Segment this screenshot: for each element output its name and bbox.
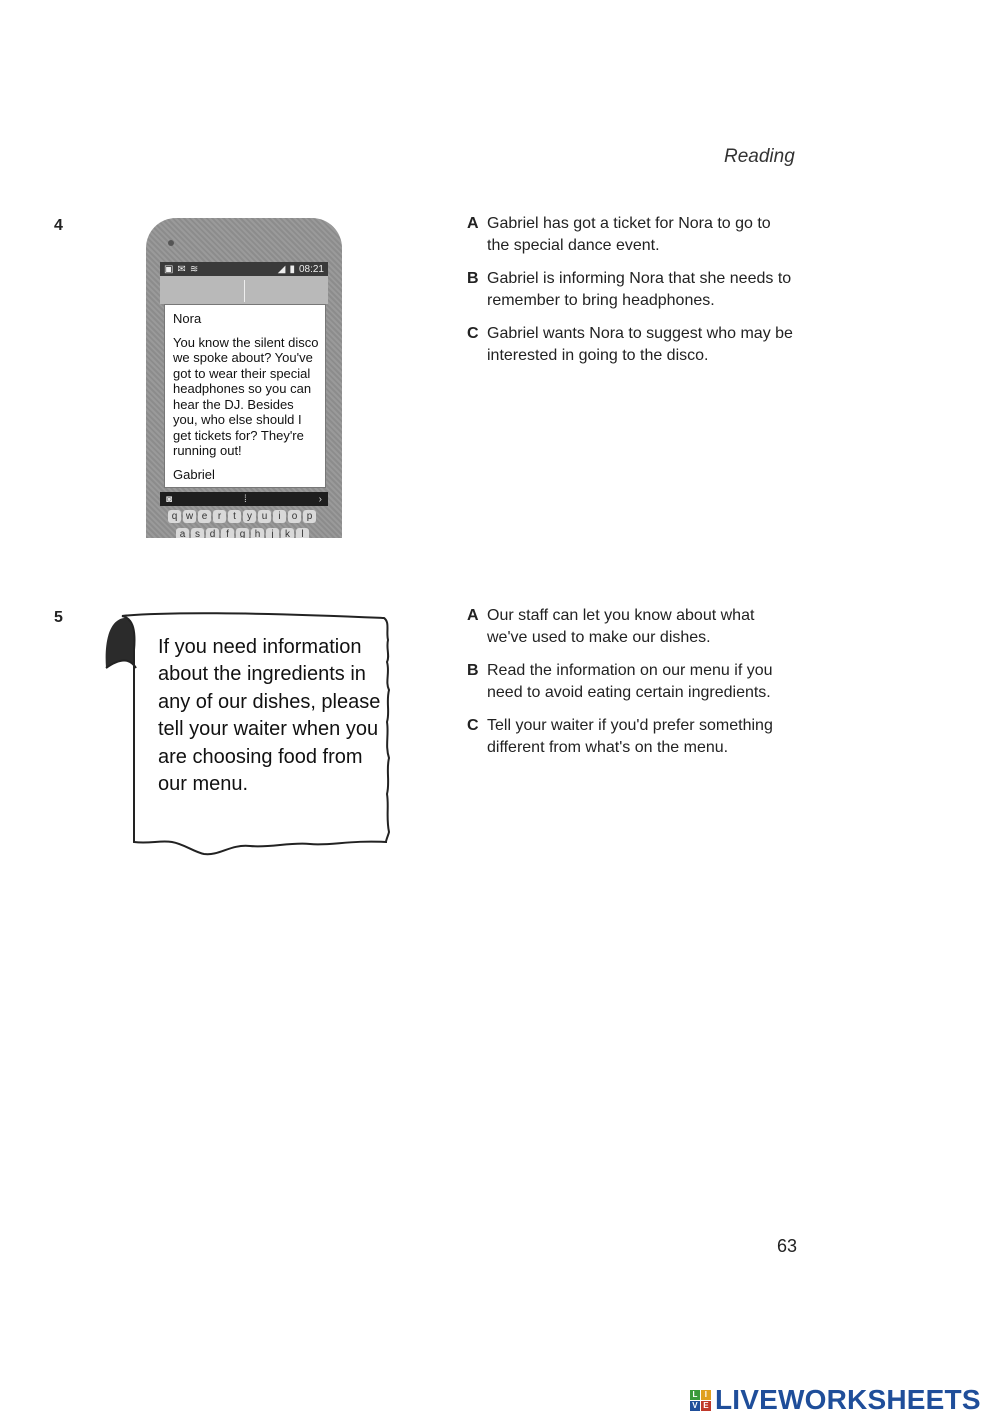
send-icon: › — [318, 493, 322, 505]
key: j — [266, 528, 279, 538]
key: d — [206, 528, 219, 538]
option-letter: B — [467, 662, 479, 679]
phone-compose-bar — [160, 492, 328, 506]
keyboard-row-2 — [176, 528, 309, 538]
mail-icon: ✉ — [177, 263, 186, 275]
option-text: Gabriel has got a ticket for Nora to go to the special dance event. — [487, 215, 771, 254]
option-letter: A — [467, 607, 479, 624]
wifi-icon: ≋ — [189, 263, 199, 275]
key: k — [281, 528, 294, 538]
phone-status-bar — [160, 262, 328, 276]
option-letter: C — [467, 325, 479, 342]
key: s — [191, 528, 204, 538]
key: h — [251, 528, 264, 538]
notification-icon: ▣ — [164, 263, 174, 275]
option-b[interactable] — [467, 660, 797, 704]
key: q — [168, 510, 181, 523]
phone-time: 08:21 — [298, 263, 324, 275]
option-letter: A — [467, 215, 479, 232]
logo-mark-letter: L — [690, 1390, 700, 1400]
phone-app-bar — [160, 276, 328, 304]
key: o — [288, 510, 301, 523]
camera-icon: ◙ — [166, 493, 173, 505]
logo-mark-icon — [690, 1390, 711, 1411]
signal-icon: ◢ — [277, 263, 286, 275]
option-letter: C — [467, 717, 479, 734]
option-letter: B — [467, 270, 479, 287]
key: a — [176, 528, 189, 538]
option-b[interactable] — [467, 268, 797, 312]
battery-icon: ▮ — [289, 263, 295, 275]
message-sender: Gabriel — [173, 466, 215, 482]
page-number: 63 — [777, 1236, 798, 1256]
key: l — [296, 528, 309, 538]
phone-camera-dot — [168, 240, 174, 246]
option-text: Gabriel is informing Nora that she needs to remember to bring headphones. — [487, 270, 792, 309]
key: i — [273, 510, 286, 523]
key: y — [243, 510, 256, 523]
message-screen — [164, 304, 326, 488]
question-5-number: 5 — [54, 609, 63, 626]
option-a[interactable] — [467, 213, 797, 257]
option-text: Tell your waiter if you'd prefer something different from what's on the menu. — [487, 717, 773, 756]
option-c[interactable] — [467, 323, 797, 367]
option-text: Our staff can let you know about what we've used to make our dishes. — [487, 607, 755, 646]
key: p — [303, 510, 316, 523]
notice-text: If you need information about the ingredients in any of our dishes, please tell your waiter when you are choosing food from our menu. — [158, 636, 381, 796]
message-body: You know the silent disco we spoke about? You've got to wear their special headphones so you can hear the DJ. Besides you, who else should I get tickets for? They're running out! — [173, 334, 319, 458]
key: u — [258, 510, 271, 523]
key: t — [228, 510, 241, 523]
phone-illustration — [146, 218, 342, 538]
logo-mark-letter: E — [701, 1401, 711, 1411]
key: f — [221, 528, 234, 538]
question-4-number: 4 — [54, 217, 63, 234]
option-text: Gabriel wants Nora to suggest who may be interested in going to the disco. — [487, 325, 793, 364]
section-title: Reading — [724, 146, 795, 167]
logo-text: LIVEWORKSHEETS — [715, 1384, 981, 1415]
question-5-options — [467, 605, 797, 770]
option-a[interactable] — [467, 605, 797, 649]
message-recipient: Nora — [173, 311, 202, 326]
option-c[interactable] — [467, 715, 797, 759]
option-text: Read the information on our menu if you need to avoid eating certain ingredients. — [487, 662, 773, 701]
keyboard-row-1 — [168, 510, 316, 523]
cursor-icon: ⁞ — [243, 493, 247, 505]
question-4-options — [467, 213, 797, 378]
liveworksheets-logo — [690, 1384, 981, 1416]
logo-mark-letter: I — [701, 1390, 711, 1400]
key: w — [183, 510, 196, 523]
key: r — [213, 510, 226, 523]
logo-mark-letter: V — [690, 1401, 700, 1411]
key: e — [198, 510, 211, 523]
key: g — [236, 528, 249, 538]
